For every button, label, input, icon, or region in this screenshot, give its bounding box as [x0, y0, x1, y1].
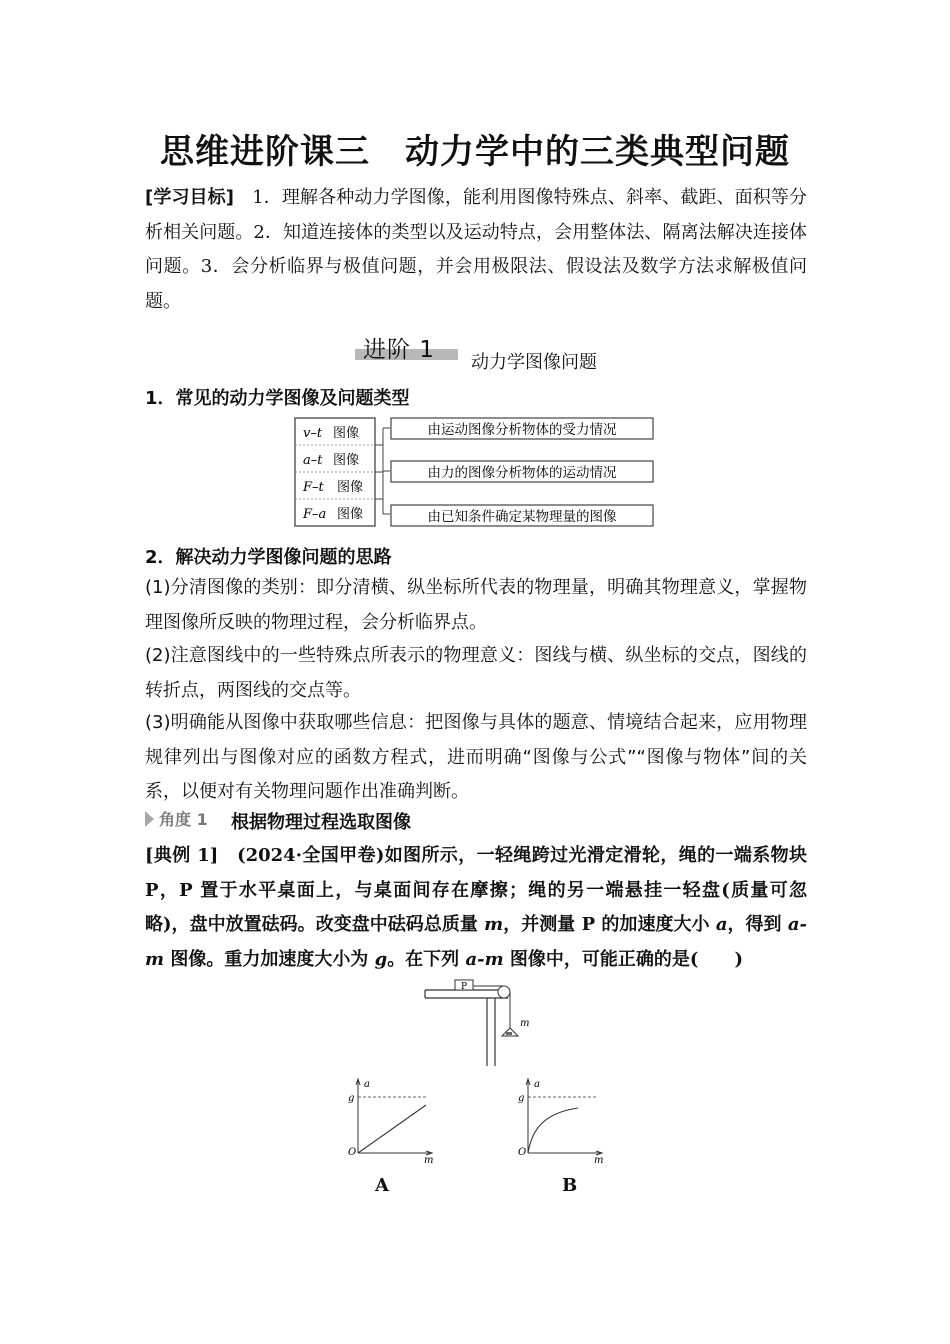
asymptote-label: g [518, 1093, 525, 1104]
angle-label: 角度 1 [159, 810, 208, 829]
example-text: ，并测量 P 的加速度大小 [503, 914, 716, 935]
objectives-label: [学习目标] [145, 187, 235, 208]
graph-a-caption: A [375, 1175, 389, 1196]
y-axis-label: a [534, 1079, 540, 1090]
origin-label: O [518, 1147, 527, 1158]
problem-type-text: 由运动图像分析物体的受力情况 [427, 422, 617, 438]
section-title: 动力学图像问题 [471, 352, 597, 373]
example-label: [典例 1] [145, 845, 219, 866]
objectives-text: 1．理解各种动力学图像，能利用图像特殊点、斜率、截距、面积等分析相关问题。2．知道连接体的类型以及运动特点，会用整体法、隔离法解决连接体问题。3．会分析临界与极值问题，并会用极限法、假设法及数学方法求解极值问题。 [145, 187, 808, 312]
y-axis-label: a [364, 1079, 370, 1090]
heading-solving-approach: 2．解决动力学图像问题的思路 [145, 547, 392, 568]
graph-type-word: 图像 [337, 480, 364, 495]
example-var: m [484, 914, 504, 935]
problem-type-text: 由力的图像分析物体的运动情况 [427, 465, 617, 481]
approach-point-3: (3)明确能从图像中获取哪些信息：把图像与具体的题意、情境结合起来，应用物理规律列出与图像对应的函数方程式，进而明确“图像与公式”“图像与物体”间的关系，以便对有关物理问题作出准确判断。 [145, 712, 807, 802]
graph-type-word: 图像 [333, 453, 360, 468]
pulley [498, 986, 510, 998]
example-text: 图像。重力加速度大小为 [164, 948, 375, 970]
example-text: 如图所示，一轻绳跨过光滑定滑轮，绳的一端系物块 P，P 置于水平桌面上，与桌面间存在摩擦；绳的另一端悬挂一轻盘(质量可忽略)，盘中放置砝码。改变盘中砝码总质量 [145, 845, 808, 935]
mass-label: m [520, 1018, 530, 1029]
graph-b [510, 1073, 610, 1163]
example-var: a [715, 914, 728, 935]
asymptote-label: g [348, 1093, 355, 1104]
graph-type-var: v–t [303, 426, 323, 441]
example-problem [145, 839, 807, 977]
graph-b-curve [528, 1108, 578, 1153]
section-badge-text: 进阶 1 [363, 337, 435, 363]
graph-type-var: F–t [303, 480, 324, 495]
approach-point-2: (2)注意图线中的一些特殊点所表示的物理意义：图线与横、纵坐标的交点，图线的转折点，两图线的交点等。 [145, 645, 807, 701]
graph-a-curve [358, 1105, 426, 1153]
graph-type-word: 图像 [337, 507, 364, 522]
page-title: 思维进阶课三 动力学中的三类典型问题 [160, 132, 790, 172]
pulley-setup-figure [420, 978, 540, 1070]
graph-types-diagram [290, 414, 660, 532]
origin-label: O [348, 1147, 357, 1158]
example-source: (2024·全国甲卷) [237, 845, 385, 866]
example-text: ，得到 [727, 914, 788, 935]
angle-title: 根据物理过程选取图像 [231, 812, 411, 833]
graph-type-var: F–a [303, 507, 327, 522]
graph-b-caption: B [562, 1175, 578, 1196]
example-var: a-m [465, 948, 504, 970]
graph-type-word: 图像 [333, 426, 360, 441]
problem-type-text: 由已知条件确定某物理量的图像 [427, 509, 617, 525]
example-var: g [374, 948, 388, 970]
x-axis-label: m [424, 1155, 434, 1163]
example-text: 图像中，可能正确的是( ) [503, 948, 743, 970]
graph-type-var: a–t [303, 453, 323, 468]
section-badge [355, 333, 458, 363]
learning-objectives [145, 181, 807, 319]
example-var: a-m [145, 914, 808, 970]
angle-triangle-icon [145, 811, 154, 827]
graph-a [340, 1073, 440, 1163]
x-axis-label: m [594, 1155, 604, 1163]
heading-graph-types: 1．常见的动力学图像及问题类型 [145, 388, 410, 409]
block-p-label: P [460, 982, 468, 992]
example-text: 。在下列 [387, 948, 466, 970]
approach-point-1: (1)分清图像的类别：即分清横、纵坐标所代表的物理量，明确其物理意义，掌握物理图像所反映的物理过程，会分析临界点。 [145, 577, 807, 633]
